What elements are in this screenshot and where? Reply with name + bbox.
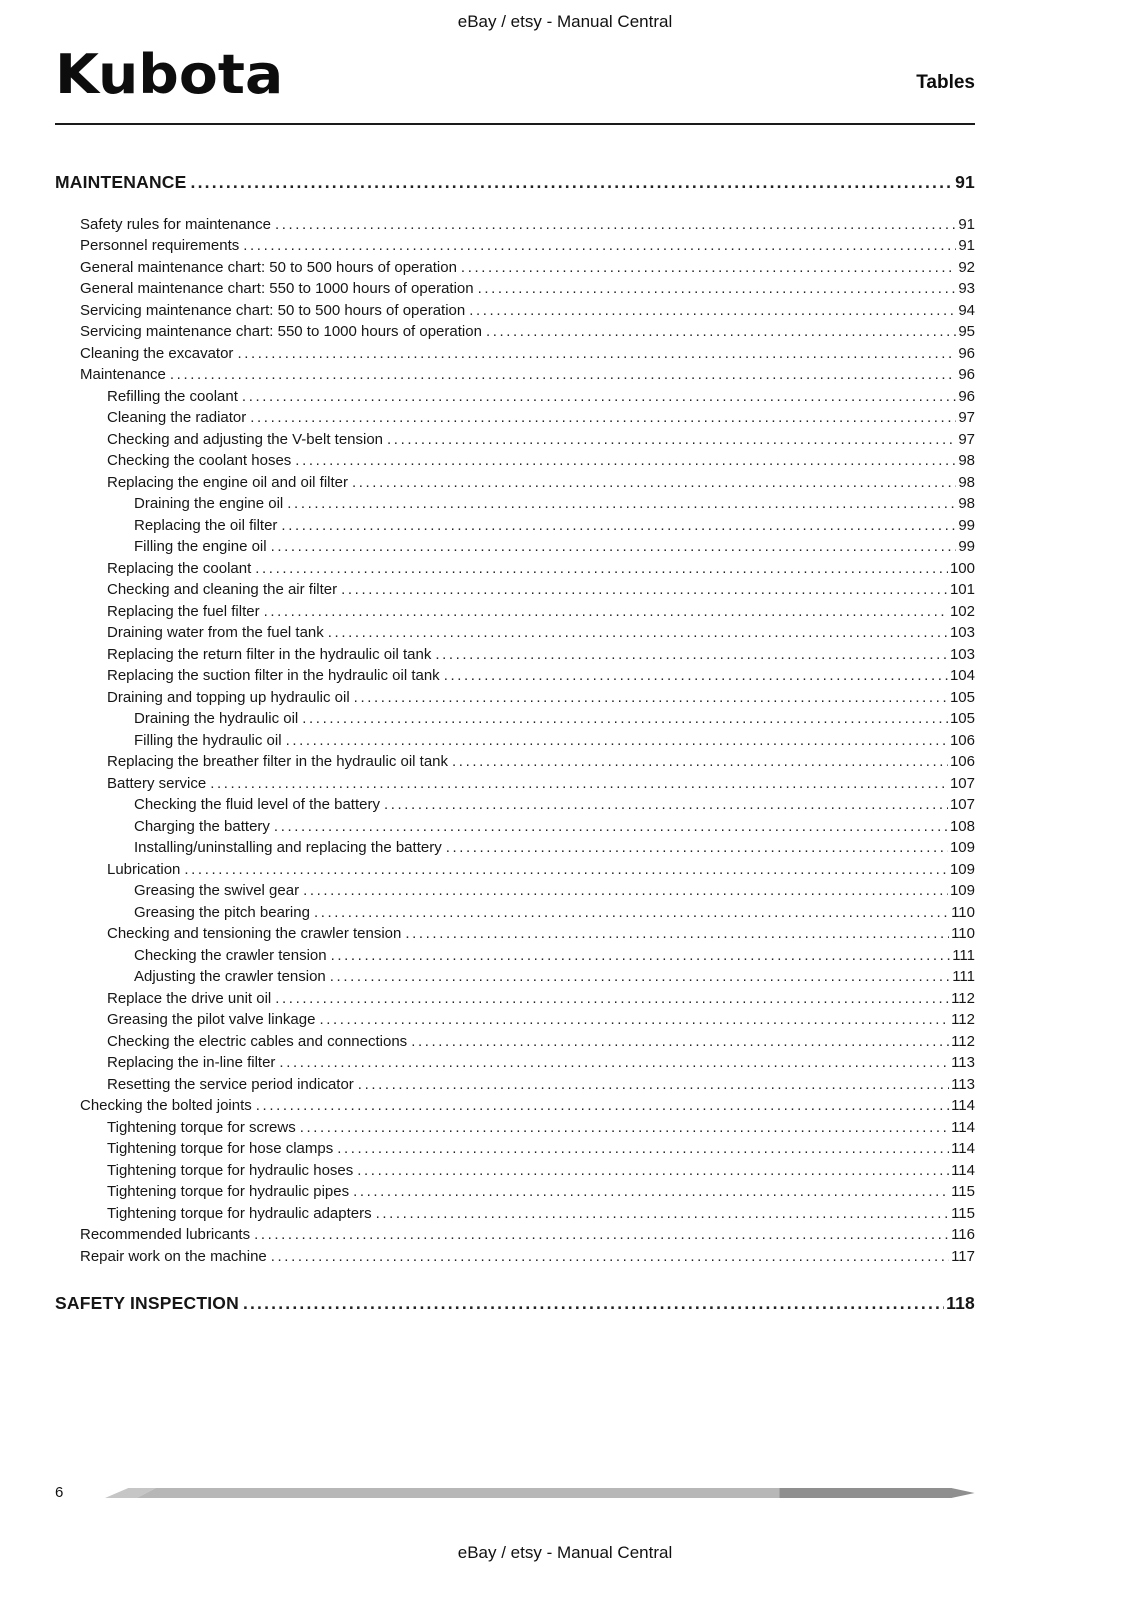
toc-entry-page: 91: [958, 237, 975, 254]
dot-leader: [271, 1246, 949, 1268]
dot-leader: [452, 751, 948, 773]
toc-entry-page: 93: [958, 280, 975, 297]
toc-entry-label: Cleaning the excavator: [80, 344, 234, 362]
toc-entry-page: 97: [958, 430, 975, 448]
toc-entry-page: 106: [949, 731, 975, 749]
kubota-logo: Kubota: [55, 43, 284, 106]
toc-entry: [55, 1203, 975, 1225]
dot-leader: [330, 966, 950, 988]
toc-entry-page: 114: [951, 1140, 975, 1157]
dot-leader: [281, 515, 956, 537]
toc-entry-page: 104: [949, 667, 975, 684]
dot-leader: [314, 902, 949, 924]
table-of-contents: [55, 172, 975, 1315]
dot-leader: [341, 579, 948, 601]
toc-entry-label: Replacing the coolant: [107, 559, 252, 577]
toc-entry: [55, 579, 975, 601]
toc-entry-label: Draining the engine oil: [134, 495, 284, 512]
toc-entry: [55, 923, 975, 945]
toc-entry-label: Installing/uninstalling and replacing the battery: [134, 839, 442, 856]
toc-entry: [55, 687, 975, 709]
dot-leader: [353, 1181, 949, 1203]
dot-leader: [337, 1138, 949, 1160]
toc-entry-label: Checking the bolted joints: [80, 1097, 252, 1114]
toc-entry: [55, 751, 975, 773]
toc-entry-page: 91: [958, 215, 975, 233]
toc-entry: [55, 773, 975, 795]
toc-entry: [55, 364, 975, 386]
toc-entry-label: Checking and adjusting the V-belt tension: [107, 430, 384, 448]
dot-leader: [279, 1052, 949, 1074]
toc-entry: [55, 472, 975, 494]
dot-leader: [300, 1117, 949, 1139]
toc-entry-label: Tightening torque for hose clamps: [107, 1140, 334, 1157]
toc-entry-page: 95: [958, 323, 975, 340]
toc-entry: [55, 902, 975, 924]
dot-leader: [387, 429, 956, 451]
toc-entry: [55, 300, 975, 322]
toc-entry-label: MAINTENANCE: [55, 172, 187, 192]
toc-entry-label: Replacing the engine oil and oil filter: [107, 473, 348, 491]
toc-entry-label: Personnel requirements: [80, 237, 240, 254]
toc-entry: [55, 536, 975, 558]
toc-entry-label: Replacing the return filter in the hydraulic oil tank: [107, 645, 432, 663]
toc-entry: [55, 1031, 975, 1053]
toc-entry: [55, 1246, 975, 1268]
dot-leader: [461, 257, 956, 279]
top-watermark: eBay / etsy - Manual Central: [457, 12, 673, 31]
toc-entry: [55, 1181, 975, 1203]
dot-leader: [354, 687, 948, 709]
dot-leader: [405, 923, 949, 945]
toc-entry-label: Maintenance: [80, 366, 166, 383]
toc-entry-label: Checking the coolant hoses: [107, 452, 292, 469]
dot-leader: [210, 773, 948, 795]
toc-entry-label: Lubrication: [107, 860, 181, 878]
toc-entry-label: Adjusting the crawler tension: [134, 968, 326, 985]
toc-entry-page: 118: [946, 1293, 975, 1313]
dot-leader: [287, 493, 956, 515]
toc-entry-page: 112: [951, 1032, 975, 1050]
dot-leader: [255, 558, 948, 580]
page-footer: [55, 1484, 975, 1501]
toc-entry: [55, 235, 975, 257]
toc-entry: [55, 1009, 975, 1031]
toc-entry: [55, 558, 975, 580]
header-divider: [55, 123, 975, 125]
toc-entry: [55, 730, 975, 752]
toc-entry-label: Checking the crawler tension: [134, 946, 327, 964]
toc-entry-page: 110: [951, 903, 975, 921]
dot-leader: [331, 945, 951, 967]
toc-entry-page: 107: [949, 774, 975, 792]
dot-leader: [243, 1293, 944, 1315]
toc-entry: [55, 945, 975, 967]
toc-entry: [55, 708, 975, 730]
dot-leader: [384, 794, 948, 816]
dot-leader: [319, 1009, 949, 1031]
toc-entry-page: 98: [958, 473, 975, 491]
toc-entry: [55, 429, 975, 451]
toc-entry-page: 98: [958, 495, 975, 512]
dot-leader: [274, 816, 948, 838]
toc-entry-page: 91: [955, 172, 975, 192]
toc-entry-page: 100: [949, 559, 975, 577]
toc-entry-page: 109: [949, 860, 975, 878]
toc-entry-label: Draining the hydraulic oil: [134, 710, 299, 727]
toc-entry-page: 96: [958, 387, 975, 405]
toc-entry: [55, 1117, 975, 1139]
toc-entry-page: 99: [958, 538, 975, 555]
toc-entry-label: Replacing the in-line filter: [107, 1054, 276, 1071]
toc-entry-label: SAFETY INSPECTION: [55, 1293, 239, 1313]
toc-entry: [55, 1138, 975, 1160]
toc-entry: [55, 794, 975, 816]
toc-entry-page: 115: [951, 1204, 975, 1222]
toc-entry-label: Checking the electric cables and connections: [107, 1032, 408, 1050]
toc-entry-label: General maintenance chart: 550 to 1000 hours of operation: [80, 280, 474, 297]
toc-entry-page: 105: [949, 688, 975, 706]
toc-entry-page: 111: [952, 946, 975, 964]
toc-entry-label: Cleaning the radiator: [107, 409, 247, 426]
footer-banner-graphic: [105, 1486, 975, 1500]
toc-entry-page: 113: [951, 1054, 975, 1071]
toc-entry-page: 96: [958, 366, 975, 383]
dot-leader: [469, 300, 956, 322]
toc-entry-page: 113: [951, 1075, 975, 1093]
dot-leader: [411, 1031, 949, 1053]
toc-entry-page: 116: [951, 1226, 975, 1243]
toc-entry-page: 112: [951, 989, 975, 1007]
toc-entry: [55, 1074, 975, 1096]
toc-entry: [55, 386, 975, 408]
toc-entry-page: 102: [949, 602, 975, 620]
toc-entry: [55, 321, 975, 343]
toc-entry-page: 92: [958, 258, 975, 276]
dot-leader: [435, 644, 948, 666]
toc-entry-label: Battery service: [107, 774, 207, 792]
toc-entry: [55, 837, 975, 859]
toc-entry: [55, 601, 975, 623]
dot-leader: [444, 665, 948, 687]
dot-leader: [328, 622, 948, 644]
dot-leader: [271, 536, 957, 558]
toc-entry-page: 103: [949, 624, 975, 641]
toc-entry: [55, 966, 975, 988]
toc-entry-page: 105: [949, 710, 975, 727]
dot-leader: [250, 407, 956, 429]
dot-leader: [275, 214, 956, 236]
toc-entry-label: Tightening torque for hydraulic hoses: [107, 1161, 354, 1179]
dot-leader: [264, 601, 948, 623]
dot-leader: [352, 472, 956, 494]
dot-leader: [357, 1160, 949, 1182]
toc-entry-page: 109: [949, 839, 975, 856]
ribbon-banner-icon: [105, 1486, 975, 1500]
dot-leader: [478, 278, 957, 300]
toc-entry-label: Repair work on the machine: [80, 1247, 267, 1265]
toc-entry: [55, 859, 975, 881]
toc-entry-label: Recommended lubricants: [80, 1226, 251, 1243]
toc-entry-page: 107: [949, 796, 975, 813]
toc-entry-label: Tightening torque for screws: [107, 1118, 296, 1136]
toc-entry-page: 101: [949, 581, 975, 598]
dot-leader: [286, 730, 948, 752]
dot-leader: [446, 837, 948, 859]
dot-leader: [303, 880, 948, 902]
toc-entry-label: Safety rules for maintenance: [80, 215, 271, 233]
dot-leader: [256, 1095, 949, 1117]
toc-entry-page: 97: [958, 409, 975, 426]
toc-entry-page: 114: [951, 1097, 975, 1114]
toc-entry-label: Tightening torque for hydraulic adapters: [107, 1204, 372, 1222]
toc-entry-label: Checking the fluid level of the battery: [134, 796, 380, 813]
toc-entry-label: Servicing maintenance chart: 550 to 1000 hours of operation: [80, 323, 482, 340]
page-header: [55, 43, 975, 106]
toc-entry: [55, 407, 975, 429]
toc-entry-label: Replacing the breather filter in the hydraulic oil tank: [107, 753, 449, 770]
toc-entry: [55, 450, 975, 472]
page-number: 6: [55, 1484, 64, 1501]
toc-entry: [55, 665, 975, 687]
toc-entry-label: Draining and topping up hydraulic oil: [107, 688, 350, 706]
toc-entry-label: Replacing the oil filter: [134, 516, 278, 534]
dot-leader: [376, 1203, 949, 1225]
toc-entry-page: 103: [949, 645, 975, 663]
toc-section-heading: [55, 172, 975, 194]
dot-leader: [237, 343, 956, 365]
toc-entry-page: 96: [958, 344, 975, 362]
toc-section-heading: [55, 1293, 975, 1315]
toc-entry-label: Checking and tensioning the crawler tension: [107, 925, 402, 942]
dot-leader: [275, 988, 949, 1010]
toc-entry: [55, 644, 975, 666]
bottom-watermark: eBay / etsy - Manual Central: [457, 1543, 673, 1562]
toc-entry: [55, 1052, 975, 1074]
dot-leader: [302, 708, 948, 730]
toc-entry-page: 111: [952, 968, 975, 985]
toc-entry-label: Replace the drive unit oil: [107, 989, 272, 1007]
toc-entry-label: Charging the battery: [134, 817, 270, 835]
toc-entry-label: Replacing the suction filter in the hydraulic oil tank: [107, 667, 440, 684]
toc-entry-page: 114: [951, 1161, 975, 1179]
dot-leader: [243, 235, 956, 257]
toc-entry: [55, 515, 975, 537]
toc-entry-label: Filling the hydraulic oil: [134, 731, 282, 749]
toc-entry-page: 94: [958, 301, 975, 319]
toc-entry-label: Tightening torque for hydraulic pipes: [107, 1183, 350, 1200]
toc-entry-label: Greasing the pitch bearing: [134, 903, 310, 921]
toc-entry: [55, 1224, 975, 1246]
toc-entry-page: 112: [951, 1011, 975, 1028]
toc-entry-page: 99: [958, 516, 975, 534]
dot-leader: [254, 1224, 949, 1246]
toc-entry-page: 114: [951, 1118, 975, 1136]
toc-entry-page: 106: [949, 753, 975, 770]
dot-leader: [242, 386, 956, 408]
toc-entry-label: Draining water from the fuel tank: [107, 624, 324, 641]
toc-entry: [55, 343, 975, 365]
toc-entry: [55, 214, 975, 236]
dot-leader: [170, 364, 956, 386]
toc-entry: [55, 1160, 975, 1182]
toc-entry-page: 108: [949, 817, 975, 835]
toc-entry-page: 98: [958, 452, 975, 469]
toc-entry-page: 109: [949, 882, 975, 899]
dot-leader: [184, 859, 948, 881]
dot-leader: [295, 450, 956, 472]
toc-entry: [55, 278, 975, 300]
toc-entry: [55, 988, 975, 1010]
toc-entry: [55, 880, 975, 902]
toc-entry-label: Resetting the service period indicator: [107, 1075, 354, 1093]
section-label: Tables: [916, 72, 975, 93]
toc-entry-label: Servicing maintenance chart: 50 to 500 hours of operation: [80, 301, 466, 319]
toc-entry-label: General maintenance chart: 50 to 500 hours of operation: [80, 258, 457, 276]
toc-entry-page: 115: [951, 1183, 975, 1200]
toc-entry: [55, 493, 975, 515]
toc-entry-label: Greasing the pilot valve linkage: [107, 1011, 316, 1028]
dot-leader: [486, 321, 956, 343]
toc-entry: [55, 257, 975, 279]
toc-entry-page: 117: [951, 1247, 975, 1265]
toc-entry-label: Filling the engine oil: [134, 538, 267, 555]
toc-entry-page: 110: [951, 925, 975, 942]
toc-entry-label: Replacing the fuel filter: [107, 602, 260, 620]
toc-entry: [55, 622, 975, 644]
toc-entry-label: Refilling the coolant: [107, 387, 238, 405]
toc-entry-label: Greasing the swivel gear: [134, 882, 300, 899]
dot-leader: [358, 1074, 949, 1096]
toc-entry: [55, 816, 975, 838]
toc-entry: [55, 1095, 975, 1117]
dot-leader: [191, 172, 954, 194]
toc-entry-label: Checking and cleaning the air filter: [107, 581, 338, 598]
